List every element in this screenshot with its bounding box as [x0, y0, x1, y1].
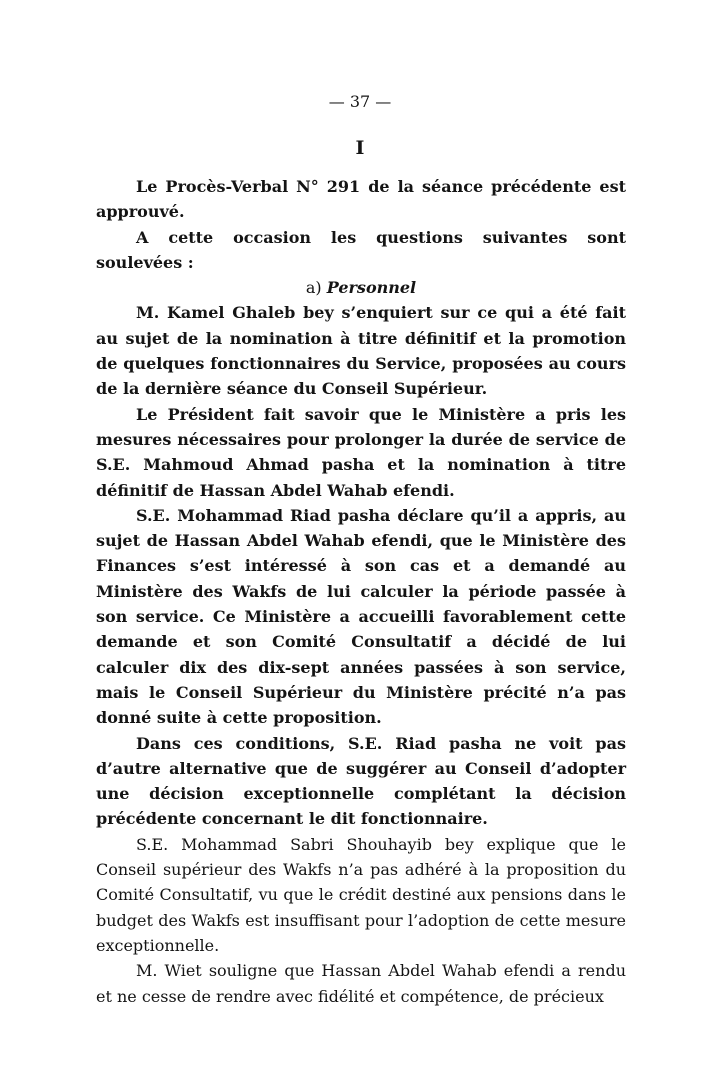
section-number: I [355, 137, 365, 159]
paragraph-proces-verbal: Le Procès-Verbal N° 291 de la séance précédente est approuvé. [96, 177, 626, 222]
paragraph-conditions: Dans ces conditions, S.E. Riad pasha ne voit pas d’autre alternative que de suggérer au Conseil d’adopter une décision exceptionnelle complétant la décision précédente concernant le dit fonctionnaire. [96, 733, 626, 829]
paragraph-president: Le Président fait savoir que le Ministère a pris les mesures nécessaires pour prolonger la durée de service de S.E. Mahmoud Ahmad pasha et la nomination à titre définitif de Hassan Abdel Wahab efendi. [96, 404, 626, 500]
subheading-personnel [96, 275, 626, 300]
paragraph-sabri-shouhayib: S.E. Mohammad Sabri Shouhayib bey explique que le Conseil supérieur des Wakfs n’a pas adhéré à la proposition du Comité Consultatif, vu que le crédit destiné aux pensions dans le budget des Wakfs est insuffisant pour l’adoption de cette mesure exceptionnelle. [96, 834, 626, 955]
paragraph-wiet: M. Wiet souligne que Hassan Abdel Wahab efendi a rendu et ne cesse de rendre avec fidélité et compétence, de précieux [96, 961, 626, 1006]
paragraph-riad-pasha: S.E. Mohammad Riad pasha déclare qu’il a appris, au sujet de Hassan Abdel Wahab efendi, que le Ministère des Finances s’est intéressé à son cas et a demandé au Ministère des Wakfs de lui calculer la période passée à son service. Ce Ministère a accueilli favorablement cette demande et son Comité Consultatif a décidé de lui calculer dix des dix-sept années passées à son service, mais le Conseil Supérieur du Ministère précité n’a pas donné suite à cette proposition. [96, 505, 626, 728]
body-text [96, 174, 626, 1009]
paragraph-kamel-ghaleb: M. Kamel Ghaleb bey s’enquiert sur ce qui a été fait au sujet de la nomination à titre définitif et la promotion de quelques fonctionnaires du Service, proposées au cours de la dernière séance du Conseil Supérieur. [96, 303, 626, 399]
subheading-letter: a) [305, 278, 322, 298]
subheading-title: Personnel [326, 278, 417, 298]
page-number: — 37 — [328, 92, 392, 111]
paragraph-questions: A cette occasion les questions suivantes sont soulevées : [96, 227, 626, 272]
